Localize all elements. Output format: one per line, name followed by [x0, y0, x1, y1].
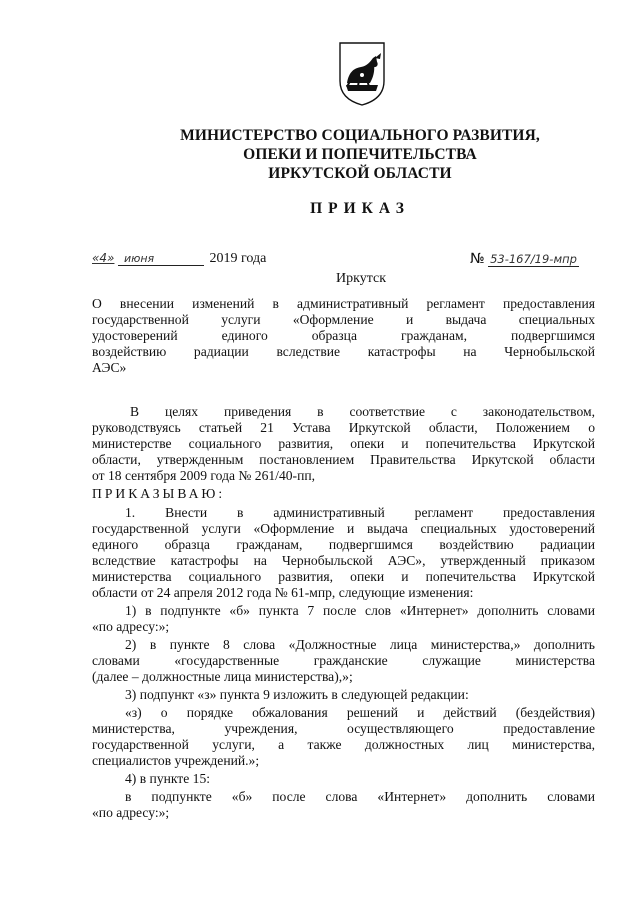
- subclause-4-text-line: «по адресу:»;: [92, 805, 170, 820]
- ministry-name-line-2: ОПЕКИ И ПОПЕЧИТЕЛЬСТВА: [243, 146, 477, 163]
- preamble-line: от 18 сентября 2009 года № 261/40-пп,: [92, 468, 316, 483]
- quoted-text-line: государственной услуги, а также должностных лиц министерства,: [92, 737, 595, 752]
- clause-1-line: вследствие катастрофы на Чернобыльской АЭС», утвержденный приказом: [92, 553, 595, 568]
- preamble-line: министерстве социального развития, опеки и попечительства Иркутской: [92, 436, 595, 451]
- irkutsk-coat-of-arms-icon: [337, 41, 387, 107]
- subclause-3-line: 3) подпункт «з» пункта 9 изложить в следующей редакции:: [125, 687, 469, 702]
- subject-line: О внесении изменений в административный регламент предоставления: [92, 296, 595, 311]
- order-date-year: 2019 года: [209, 251, 267, 266]
- subject-line: АЭС»: [92, 360, 127, 375]
- subclause-2-line: 2) в пункте 8 слова «Должностные лица министерства,» дополнить: [125, 637, 595, 652]
- ministry-name-line-3: ИРКУТСКОЙ ОБЛАСТИ: [268, 165, 452, 182]
- quoted-text-line: «з) о порядке обжалования решений и действий (бездействия): [125, 705, 595, 720]
- subclause-4-line: 4) в пункте 15:: [125, 771, 211, 786]
- subject-line: удостоверений единого образца гражданам, подвергшимся: [92, 328, 595, 343]
- order-number: [470, 251, 579, 268]
- clause-1-line: государственной услуги «Оформление и выдача специальных удостоверений: [92, 521, 595, 536]
- ministry-name-line-1: МИНИСТЕРСТВО СОЦИАЛЬНОГО РАЗВИТИЯ,: [180, 127, 540, 144]
- subclause-1-line: 1) в подпункте «б» пункта 7 после слов «Интернет» дополнить словами: [125, 603, 595, 618]
- subject-line: воздействию радиации вследствие катастрофы на Чернобыльской: [92, 344, 595, 359]
- preamble-line: области, утвержденным постановлением Правительства Иркутской области: [92, 452, 595, 467]
- clause-1-line: министерства социального развития, опеки и попечительства Иркутской: [92, 569, 595, 584]
- subclause-2-line: (далее – должностные лица министерства),»;: [92, 669, 353, 684]
- preamble-line: В целях приведения в соответствие с законодательством,: [130, 404, 595, 419]
- subclause-1-line: «по адресу:»;: [92, 619, 170, 634]
- order-date: [92, 251, 266, 267]
- subclause-2-line: словами «государственные гражданские служащие министерства: [92, 653, 595, 668]
- order-date-month: июня: [118, 252, 204, 266]
- order-date-day: «4»: [92, 251, 115, 265]
- clause-1-line: 1. Внести в административный регламент предоставления: [125, 505, 595, 520]
- order-number-value: 53-167/19-мпр: [490, 252, 577, 266]
- subject-line: государственной услуги «Оформление и выдача специальных: [92, 312, 595, 327]
- clause-1-line: единого образца гражданам, подвергшимся воздействию радиации: [92, 537, 595, 552]
- number-sign: №: [470, 251, 485, 267]
- quoted-text-line: министерства, учреждения, осуществляющего предоставление: [92, 721, 595, 736]
- preamble-line: руководствуясь статьей 21 Устава Иркутской области, Положением о: [92, 420, 595, 435]
- city-name: Иркутск: [336, 271, 387, 286]
- subclause-4-text-line: в подпункте «б» после слова «Интернет» дополнить словами: [125, 789, 595, 804]
- quoted-text-line: специалистов учреждений.»;: [92, 753, 260, 768]
- clause-1-line: области от 24 апреля 2012 года № 61-мпр, следующие изменения:: [92, 585, 474, 600]
- order-directive: ПРИКАЗЫВАЮ:: [92, 486, 226, 501]
- document-type-title: ПРИКАЗ: [310, 200, 410, 217]
